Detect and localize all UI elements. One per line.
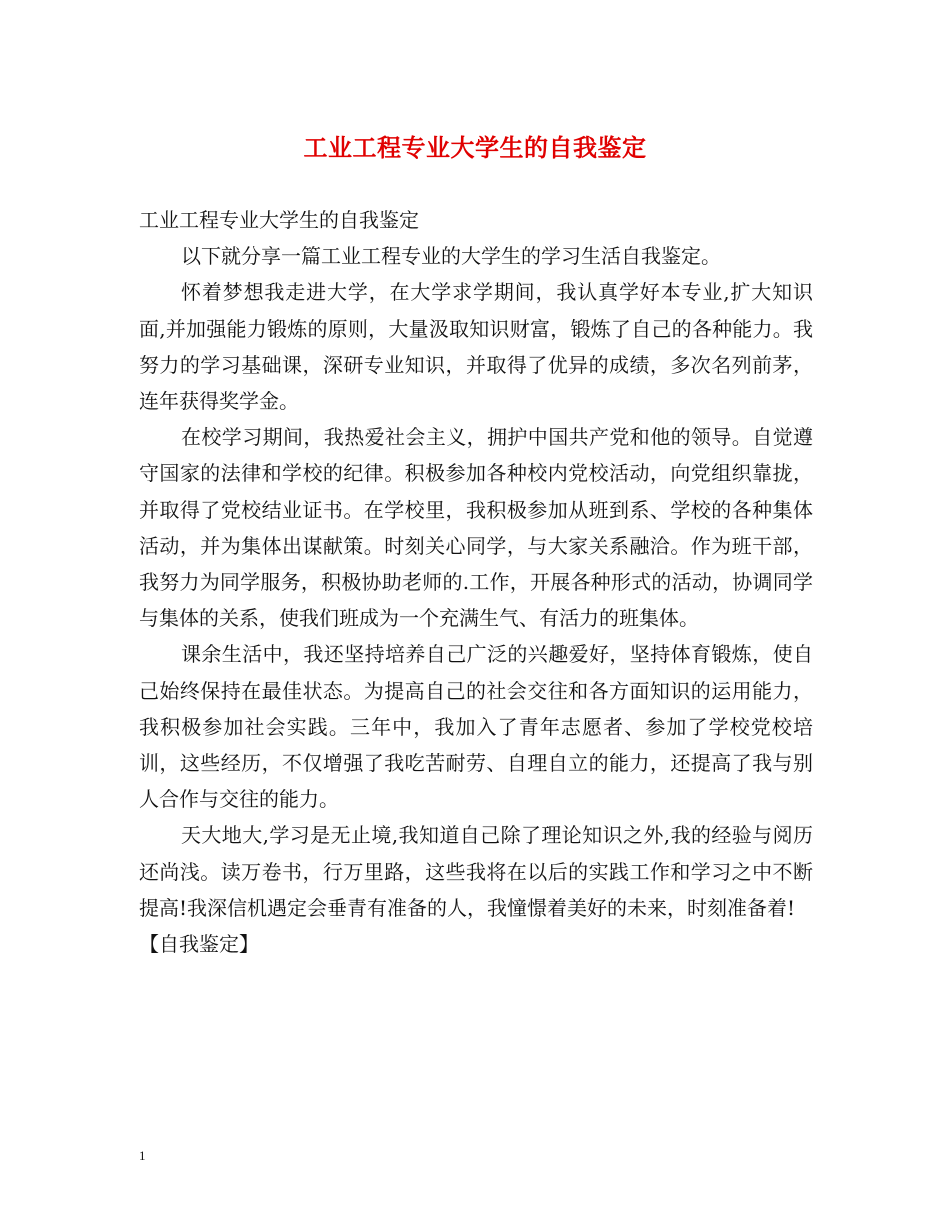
paragraph-conclusion: 天大地大,学习是无止境,我知道自己除了理论知识之外,我的经验与阅历还尚浅。读万卷书，行万里路，这些我将在以后的实践工作和学习之中不断提高!我深信机遇定会垂青有准备的人，我憧憬着美好的未来，时刻准备着! <box>139 823 813 920</box>
paragraph-activities: 课余生活中，我还坚持培养自己广泛的兴趣爱好，坚持体育锻炼，使自己始终保持在最佳状态。为提高自己的社会交往和各方面知识的运用能力，我积极参加社会实践。三年中，我加入了青年志愿者、参加了学校党校培训，这些经历，不仅增强了我吃苦耐劳、自理自立的能力，还提高了我与别人合作与交往的能力。 <box>139 642 813 812</box>
document-title: 工业工程专业大学生的自我鉴定 <box>303 133 647 162</box>
paragraph-intro: 以下就分享一篇工业工程专业的大学生的学习生活自我鉴定。 <box>181 244 721 269</box>
document-body <box>139 202 813 962</box>
footer-tag: 【自我鉴定】 <box>139 932 259 957</box>
paragraph-politics: 在校学习期间，我热爱社会主义，拥护中国共产党和他的领导。自觉遵守国家的法律和学校的纪律。积极参加各种校内党校活动，向党组织靠拢，并取得了党校结业证书。在学校里，我积极参加从班到系、学校的各种集体活动，并为集体出谋献策。时刻关心同学，与大家关系融洽。作为班干部，我努力为同学服务，积极协助老师的.工作，开展各种形式的活动，协调同学与集体的关系，使我们班成为一个充满生气、有活力的班集体。 <box>139 425 813 631</box>
document-subtitle: 工业工程专业大学生的自我鉴定 <box>139 208 419 232</box>
paragraph-study: 怀着梦想我走进大学，在大学求学期间，我认真学好本专业,扩大知识面,并加强能力锻炼的原则，大量汲取知识财富，锻炼了自己的各种能力。我努力的学习基础课，深研专业知识，并取得了优异的成绩，多次名列前茅，连年获得奖学金。 <box>139 280 813 414</box>
page-number: 1 <box>139 1148 146 1163</box>
